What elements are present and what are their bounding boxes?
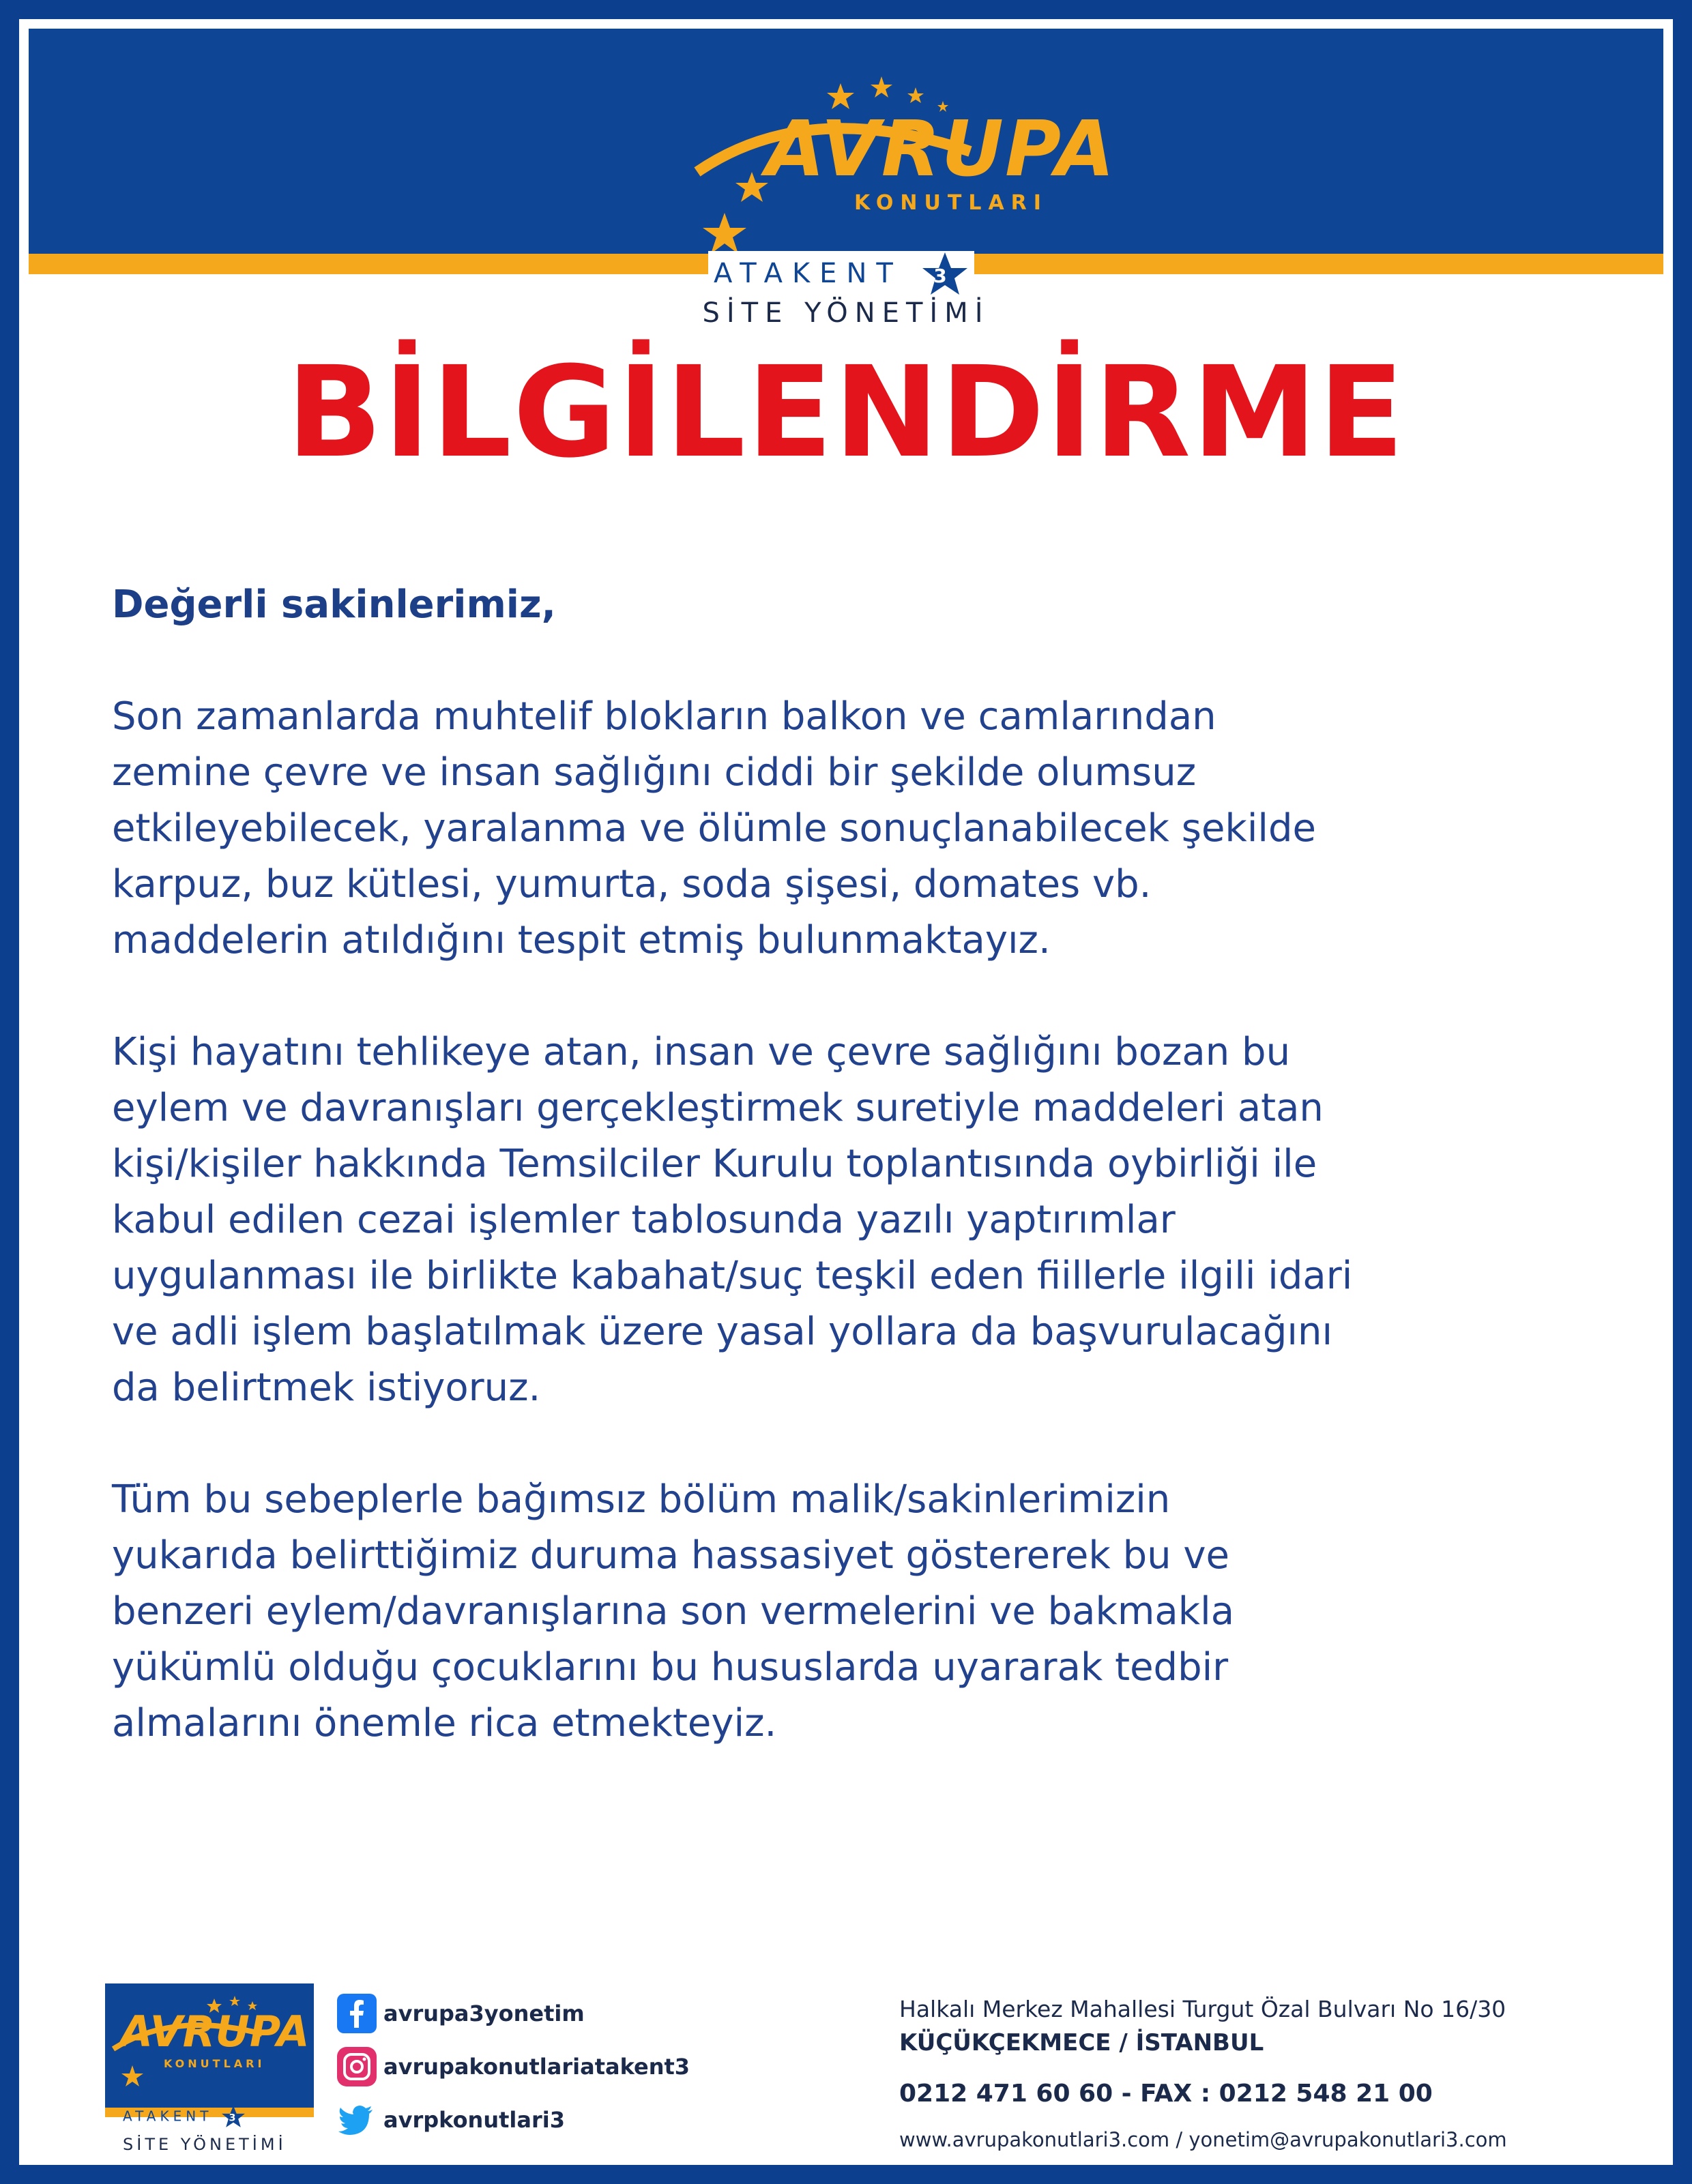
paragraph-3: Tüm bu sebeplerle bağımsız bölüm malik/sakinlerimizin yukarıda belirttiğimiz duruma hassasiyet göstererek bu ve benzeri eylem/davranışlarına son vermelerini ve bakmakla yükümlü olduğu çocuklarını bu hususlarda uyararak tedbir almalarını önemle rica etmekteyiz. [112, 1477, 1235, 1745]
twitter-handle: avrpkonutlari3 [383, 2107, 565, 2133]
facebook-icon [337, 1994, 377, 2033]
header-banner [29, 29, 1663, 254]
contact-info [899, 1996, 1636, 2151]
paragraph-2: Kişi hayatını tehlikeye atan, insan ve çevre sağlığını bozan bu eylem ve davranışları gerçekleştirmek suretiyle maddeleri atan kişi/kişiler hakkında Temsilciler Kurulu toplantısında oybirliği ile kabul edilen cezai işlemler tablosunda yazılı yaptırımlar uygulanması ile birlikte kabahat/suç teşkil eden fiillerle ilgili idari ve adli işlem başlatılmak üzere yasal yollara da başvurulacağını da belirtmek istiyoruz. [112, 1030, 1353, 1410]
social-links [337, 1990, 760, 2150]
facebook-handle: avrupa3yonetim [383, 2001, 585, 2026]
star-badge-icon [921, 251, 969, 299]
social-instagram[interactable] [337, 2043, 760, 2090]
footer-site-label: SİTE YÖNETİMİ [123, 2135, 287, 2154]
footer-atakent-text: ATAKENT [123, 2108, 213, 2125]
footer-badge-number: 3 [229, 2112, 238, 2124]
greeting: Değerli sakinlerimiz, [112, 582, 556, 627]
atakent-label [708, 251, 974, 299]
address: Halkalı Merkez Mahallesi Turgut Özal Bulvarı No 16/30 [899, 1996, 1506, 2022]
footer-star-badge-icon [221, 2105, 246, 2129]
brand-subtitle: KONUTLARI [854, 191, 1048, 215]
city: KÜÇÜKÇEKMECE / İSTANBUL [899, 2029, 1264, 2056]
notice-page [19, 19, 1673, 2165]
social-facebook[interactable] [337, 1990, 760, 2037]
website-email[interactable]: www.avrupakonutlari3.com / yonetim@avrupakonutlari3.com [899, 2128, 1507, 2151]
brand-name: AVRUPA [765, 105, 1116, 194]
footer-brand-name: AVRUPA [120, 2007, 310, 2056]
footer-brand-subtitle: KONUTLARI [164, 2057, 265, 2070]
site-management-label: SİTE YÖNETİMİ [702, 297, 990, 329]
brand-logo [684, 70, 1116, 261]
instagram-handle: avrupakonutlariatakent3 [383, 2054, 690, 2080]
paragraph-1: Son zamanlarda muhtelif blokların balkon ve camlarından zemine çevre ve insan sağlığını ciddi bir şekilde olumsuz etkileyebilecek, yaralanma ve ölümle sonuçlanabilecek şekilde karpuz, buz kütlesi, yumurta, soda şişesi, domates vb. maddelerin atıldığını tespit etmiş bulunmaktayız. [112, 694, 1316, 962]
twitter-icon [337, 2100, 377, 2140]
footer-atakent [123, 2105, 246, 2129]
atakent-text: ATAKENT [714, 258, 903, 289]
footer-logo [105, 1983, 314, 2108]
page-title: BİLGİLENDİRME [286, 340, 1406, 486]
badge-number: 3 [933, 265, 957, 287]
instagram-icon [337, 2047, 377, 2086]
social-twitter[interactable] [337, 2097, 760, 2143]
phone-fax: 0212 471 60 60 - FAX : 0212 548 21 00 [899, 2080, 1433, 2108]
letter-body [112, 577, 1613, 1807]
